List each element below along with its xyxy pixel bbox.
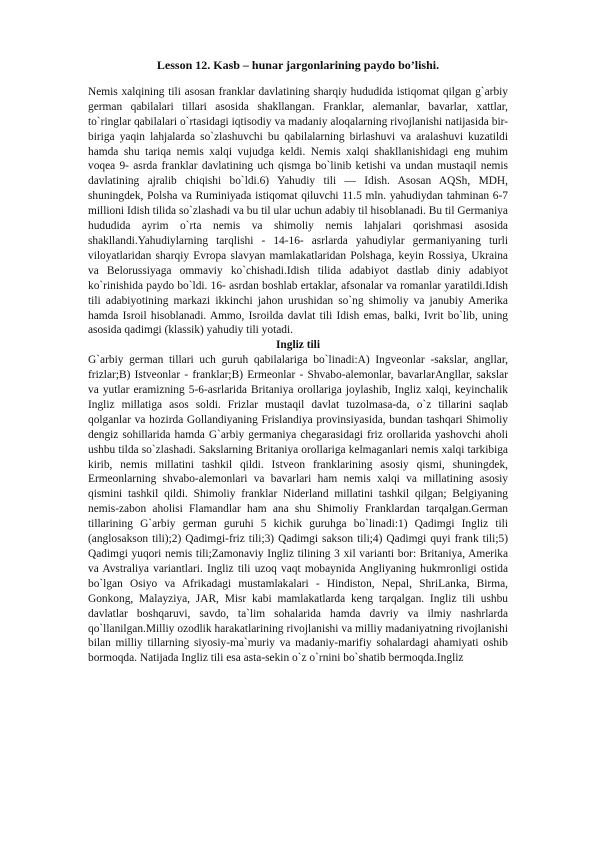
paragraph-german-and-yiddish: Nemis xalqining tili asosan franklar davlatining sharqiy hududida istiqomat qilgan g`arbiy german qabilalari tillari asosida shakllangan. Franklar, alemanlar, bavarlar, xattlar, to`ringlar qabilalari o`rtasidagi iqtisodiy va madaniy aloqalarning rivojlanishi natijasida bir-biriga yaqin lahjalarda so`zlashuvchi bu qabilalarning birlashuvi va aralashuvi kuzatildi hamda shu tariqa nemis xalqi vujudga keldi. Nemis xalqi shakllanishidagi eng muhim voqea 9- asrda franklar davlatining uch qismga bo`linib ketishi va undan mustaqil nemis davlatining ajralib chiqishi bo`ldi.6) Yahudiy tili — Idish. Asosan AQSh, MDH, shuningdek, Polsha va Ruminiyada istiqomat qiluvchi 11.5 mln. yahudiydan tahminan 6-7 millioni Idish tilida so`zlashadi va bu til ular uchun adabiy til hisoblanadi. Bu til Germaniya hududida ayrim o`rta nemis va shimoliy nemis lahjalari qorishmasi asosida shakllandi.Yahudiylarning tarqlishi - 14-16- asrlarda yahudiylar germaniyaning turli viloyatlaridan sharqiy Evropa slavyan mamlakatlaridan Polshaga, keyin Rossiya, Ukraina va Belorussiyaga ommaviy ko`chishadi.Idish tilida adabiyot dastlab diniy adabiyot ko`rinishida paydo bo`ldi. 16- asrdan boshlab ertaklar, afsonalar va romanlar yaratildi.Idish tili adabiyotining markazi ikkinchi jahon urushidan so`ng shimoliy va janubiy Amerika hamda Isroil hisoblanadi. Ammo, Isroilda davlat tili Idish emas, balki, Ivrit bo`lib, uning asosida qadimgi (klassik) yahudiy tili yotadi. [88,85,508,337]
paragraph-english-language: G`arbiy german tillari uch guruh qabilalariga bo`linadi:A) Ingveonlar -sakslar, angllar, frizlar;B) Istveonlar - franklar;B) Ermeonlar - Shvabo-alemonlar, bavarlarAngllar, sakslar va yutlar eramizning 5-6-asrlarida Britaniya orollariga joylashib, Ingliz xalqi, keyinchalik Ingliz millatiga asos soldi. Frizlar mustaqil davlat tuzolmasa-da, o`z tillarini saqlab qolganlar va hozirda Gollandiyaning Frislandiya provinsiyasida, bundan tashqari Shimoliy dengiz sohillarida hamda G`arbiy germaniya chegarasidagi friz orollarida yashovchi aholi ushbu tilda so`zlashadi. Sakslarning Britaniya orollariga kelmaganlari nemis xalqi tarkibiga kirib, nemis millatini tashkil qildi. Istveon franklarining asosiy qismi, shuningdek, Ermeonlarning shvabo-alemonlari va bavarlari ham nemis xalqi va millatining asosiy qismini tashkil qildi. Shimoliy franklar Niderland millatini tashkil qilgan; Belgiyaning nemis-zabon aholisi Flamandlar ham ana shu Shimoliy Franklardan tarqalgan.German tillarining G`arbiy german guruhi 5 kichik guruhga bo`linadi:1) Qadimgi Ingliz tili (anglosakson tili);2) Qadimgi-friz tili;3) Qadimgi sakson tili;4) Qadimgi quyi frank tili;5) Qadimgi yuqori nemis tili;Zamonaviy Ingliz tilining 3 xil varianti bor: Britaniya, Amerika va Avstraliya variantlari. Ingliz tili uzoq vaqt mobaynida Angliyaning hukmronligi ostida bo`lgan Osiyo va Afrikadagi mustamlakalari - Hindiston, Nepal, ShriLanka, Birma, Gonkong, Malayziya, JAR, Misr kabi mamlakatlarda keng tarqalgan. Ingliz tili ushbu davlatlar boshqaruvi, savdo, ta`lim sohalarida hamda davriy va ilmiy nashrlarda qo`llanilgan.Milliy ozodlik harakatlarining rivojlanishi va milliy madaniyatning rivojlanishi bilan milliy tillarning siyosiy-ma`muriy va madaniy-marifiy sohalardagi ahamiyati oshib bormoqda. Natijada Ingliz tili esa asta-sekin o`z o`rnini bo`shatib bermoqda.Ingliz [88,354,508,665]
page-title: Lesson 12. Kasb – hunar jargonlarining paydo bo’lishi. [156,58,440,72]
section-heading-english: Ingliz tili [276,339,320,352]
document-page [88,58,508,666]
